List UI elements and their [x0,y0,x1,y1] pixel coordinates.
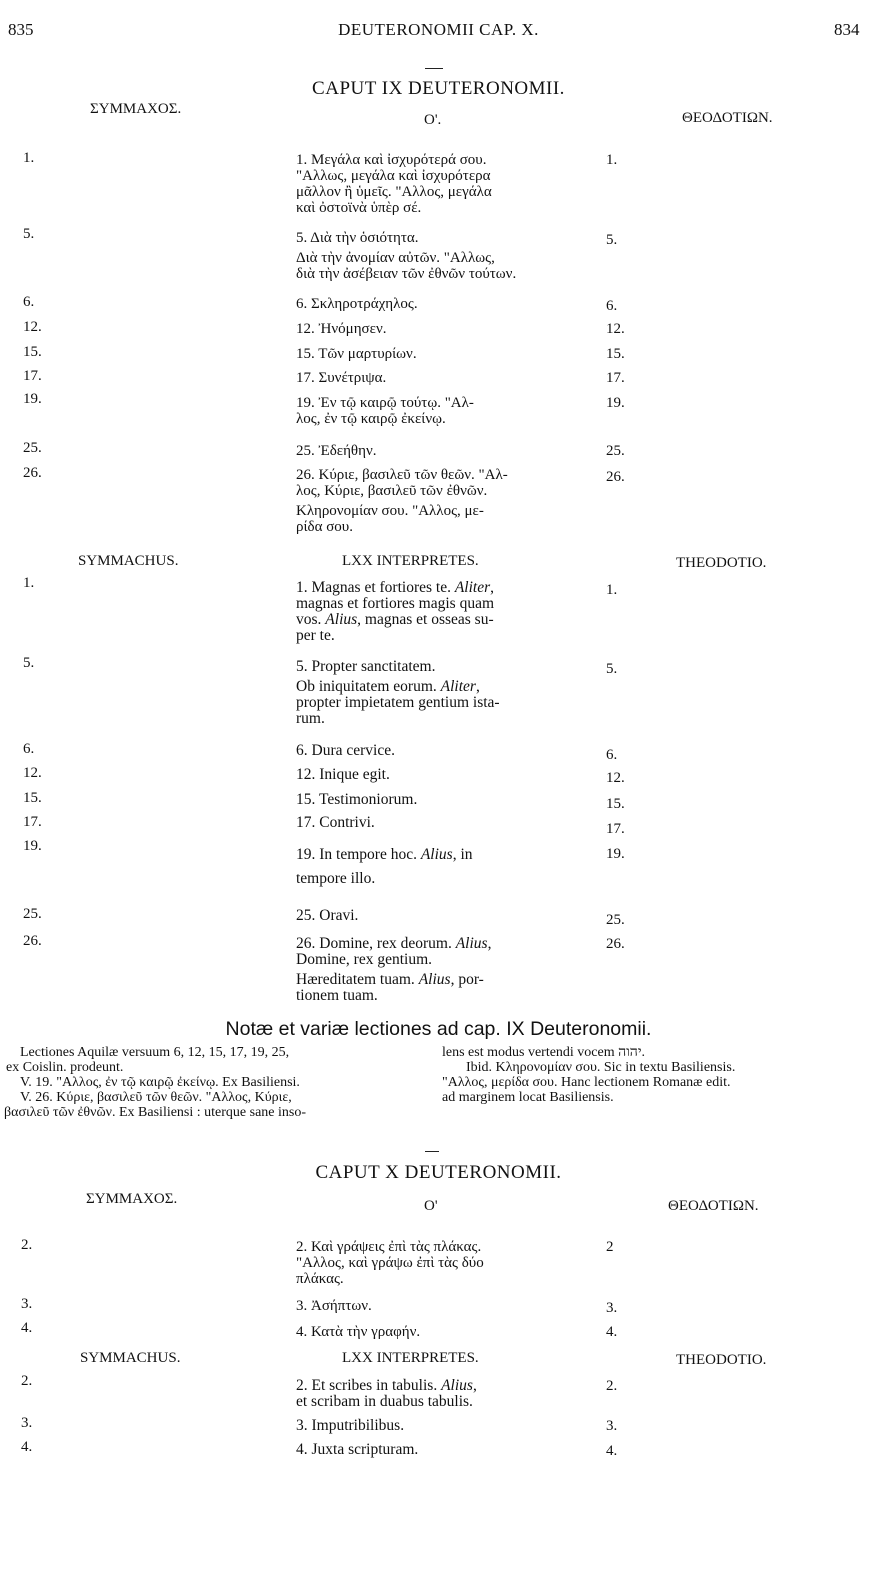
row-number-right: 26. [606,936,625,952]
row-number-right: 19. [606,395,625,411]
row-number-left: 17. [23,814,42,830]
row-number-left: 5. [23,226,35,242]
text-line: 15. Testimoniorum. [296,791,418,808]
row-number-right: 2. [606,1378,618,1394]
text-line: magnas et fortiores magis quam [296,595,495,612]
row-number-left: 3. [21,1415,33,1431]
row-number-left: 12. [23,319,42,335]
row-number-right: 17. [606,370,625,386]
text-line: 4. Κατὰ τὴν γραφήν. [296,1324,421,1340]
note-line: Lectiones Aquilæ versuum 6, 12, 15, 17, 19, 25, [20,1045,290,1060]
chapter-10-title: CAPUT X DEUTERONOMII. [315,1162,562,1183]
row-number-right: 26. [606,469,625,485]
text-line: 5. Διὰ τὴν ὁσιότητα. [296,230,419,246]
col-head-theodotio-latin: THEODOTIO. [676,555,767,571]
text-line: Domine, rex gentium. [296,951,433,968]
note-line: lens est modus vertendi vocem יהוה. [442,1045,645,1060]
text-line: 26. Domine, rex deorum. Alius, [296,935,492,952]
text-line: 6. Dura cervice. [296,742,395,759]
verse-text [296,792,570,808]
row-number-right: 17. [606,821,625,837]
note-line: "Αλλος, μερίδα σου. Hanc lectionem Romanæ edit. [442,1075,731,1090]
text-line: 12. Ἠνόμησεν. [296,321,387,337]
row-number-left: 1. [23,575,35,591]
row-number-left: 6. [23,294,35,310]
text-line: λος, ἐν τῷ καιρῷ ἐκείνῳ. [296,411,446,427]
row-number-right: 1. [606,582,618,598]
text-line: λος, Κύριε, βασιλεῦ τῶν ἐθνῶν. [296,483,488,499]
row-number-left: 12. [23,765,42,781]
verse-text [296,230,570,282]
note-line: ad marginem locat Basiliensis. [442,1090,614,1105]
col-head-symmachus-latin-10: SYMMACHUS. [80,1350,181,1366]
text-line: "Αλλως, μεγάλα καὶ ἰσχυρότερα [296,168,491,184]
text-line: πλάκας. [296,1271,344,1287]
row-number-left: 1. [23,150,35,166]
row-number-left: 19. [23,838,42,854]
col-head-theodotio-latin-10: THEODOTIO. [676,1352,767,1368]
text-line: rum. [296,710,325,727]
running-title: DEUTERONOMII CAP. X. [338,20,539,39]
row-number-right: 15. [606,796,625,812]
text-line: 19. In tempore hoc. Alius, in [296,846,473,863]
row-number-left: 15. [23,790,42,806]
verse-text [296,346,570,362]
row-number-left: 4. [21,1320,33,1336]
row-number-left: 3. [21,1296,33,1312]
verse-text [296,936,570,1004]
row-number-right: 6. [606,747,618,763]
row-number-left: 26. [23,933,42,949]
col-head-lxx-latin: LXX INTERPRETES. [342,553,479,569]
page-number-right: 834 [834,20,860,39]
verse-text [296,1378,570,1410]
row-number-right: 25. [606,443,625,459]
text-line: Κληρονομίαν σου. "Αλλος, με- [296,503,484,519]
text-line: tionem tuam. [296,987,378,1004]
text-line: 3. Imputribilibus. [296,1417,405,1434]
section-rule [425,1151,439,1152]
text-line: et scribam in duabus tabulis. [296,1393,473,1410]
row-number-left: 17. [23,368,42,384]
row-number-right: 25. [606,912,625,928]
verse-text [296,370,570,386]
row-number-right: 3. [606,1418,618,1434]
verse-text [296,659,570,727]
row-number-left: 19. [23,391,42,407]
verse-text [296,843,570,891]
text-line: 2. Et scribes in tabulis. Alius, [296,1377,477,1394]
text-line: ρίδα σου. [296,519,353,535]
text-line: vos. Alius, magnas et osseas su- [296,611,494,628]
text-line: 26. Κύριε, βασιλεῦ τῶν θεῶν. "Αλ- [296,467,508,483]
row-number-right: 15. [606,346,625,362]
row-number-right: 5. [606,661,618,677]
text-line: 25. Ἐδεήθην. [296,443,377,459]
col-head-o-greek: Ο'. [424,112,442,128]
row-number-left: 6. [23,741,35,757]
text-line: 5. Propter sanctitatem. [296,658,436,675]
row-number-right: 19. [606,846,625,862]
verse-text [296,1239,570,1287]
col-head-symmachus-latin: SYMMACHUS. [78,553,179,569]
note-line: V. 19. "Αλλος, ἐν τῷ καιρῷ ἐκείνῳ. Ex Basiliensi. [20,1075,300,1090]
row-number-right: 5. [606,232,618,248]
row-number-left: 15. [23,344,42,360]
col-head-lxx-latin-10: LXX INTERPRETES. [342,1350,479,1366]
text-line: per te. [296,627,335,644]
text-line: Ob iniquitatem eorum. Aliter, [296,678,480,695]
text-line: propter impietatem gentium ista- [296,694,500,711]
verse-text [296,815,570,831]
row-number-left: 25. [23,906,42,922]
row-number-right: 4. [606,1443,618,1459]
text-line: διὰ τὴν ἀσέβειαν τῶν ἐθνῶν τούτων. [296,266,517,282]
note-line: ex Coislin. prodeunt. [6,1060,124,1075]
verse-text [296,1442,570,1458]
text-line: 1. Μεγάλα καὶ ἰσχυρότερά σου. [296,152,487,168]
row-number-right: 3. [606,1300,618,1316]
notes-title: Notæ et variæ lectiones ad cap. IX Deuteronomii. [225,1018,652,1040]
verse-text [296,395,570,427]
title-rule [425,68,443,69]
text-line: 15. Τῶν μαρτυρίων. [296,346,417,362]
row-number-left: 2. [21,1237,33,1253]
text-line: 12. Inique egit. [296,766,390,783]
text-line: μᾶλλον ἢ ὑμεῖς. "Αλλος, μεγάλα [296,184,492,200]
verse-text [296,1298,570,1314]
row-number-right: 4. [606,1324,618,1340]
text-line: 2. Καὶ γράψεις ἐπὶ τὰς πλάκας. [296,1239,482,1255]
col-head-theodotion-greek: ΘΕΟΔΟΤΙΩΝ. [682,110,773,126]
note-line: V. 26. Κύριε, βασιλεῦ τῶν θεῶν. "Αλλος, Κύριε, [20,1090,292,1105]
verse-text [296,321,570,337]
verse-text [296,1324,570,1340]
verse-text [296,467,570,535]
col-head-symmachus-greek: ΣΥΜΜΑΧΟΣ. [90,101,182,117]
text-line: 17. Συνέτριψα. [296,370,387,386]
verse-text [296,908,570,924]
text-line: Διὰ τὴν ἀνομίαν αὐτῶν. "Αλλως, [296,250,495,266]
row-number-right: 2 [606,1239,614,1255]
text-line: 25. Oravi. [296,907,359,924]
row-number-left: 26. [23,465,42,481]
text-line: 3. Ἀσήπτων. [296,1298,372,1314]
row-number-right: 1. [606,152,618,168]
text-line: Hæreditatem tuam. Alius, por- [296,971,484,988]
row-number-left: 4. [21,1439,33,1455]
verse-text [296,767,570,783]
verse-text [296,152,570,216]
verse-text [296,580,570,644]
row-number-left: 25. [23,440,42,456]
chapter-9-title: CAPUT IX DEUTERONOMII. [312,78,565,99]
note-line: Ibid. Κληρονομίαν σου. Sic in textu Basiliensis. [466,1060,736,1075]
text-line: 19. Ἐν τῷ καιρῷ τούτῳ. "Αλ- [296,395,474,411]
col-head-symmachus-greek-10: ΣΥΜΜΑΧΟΣ. [86,1191,178,1207]
row-number-right: 12. [606,321,625,337]
note-line: βασιλεῦ τῶν ἐθνῶν. Ex Basiliensi : uterque sane inso- [4,1105,307,1120]
text-line: 1. Magnas et fortiores te. Aliter, [296,579,495,596]
row-number-left: 2. [21,1373,33,1389]
text-line: 17. Contrivi. [296,814,375,831]
verse-text [296,1418,570,1434]
text-line: καὶ ὀστοϊνὰ ὑπὲρ σέ. [296,200,422,216]
verse-text [296,443,570,459]
text-line: 6. Σκληροτράχηλος. [296,296,418,312]
row-number-right: 6. [606,298,618,314]
verse-text [296,296,570,312]
verse-text [296,743,570,759]
text-line: 4. Juxta scripturam. [296,1441,419,1458]
page-number-left: 835 [8,20,34,39]
col-head-theodotion-greek-10: ΘΕΟΔΟΤΙΩΝ. [668,1198,759,1214]
text-line: "Αλλος, καὶ γράψω ἐπὶ τὰς δύο [296,1255,484,1271]
text-line: tempore illo. [296,870,376,887]
row-number-right: 12. [606,770,625,786]
row-number-left: 5. [23,655,35,671]
col-head-o-greek-10: Ο' [424,1198,438,1214]
